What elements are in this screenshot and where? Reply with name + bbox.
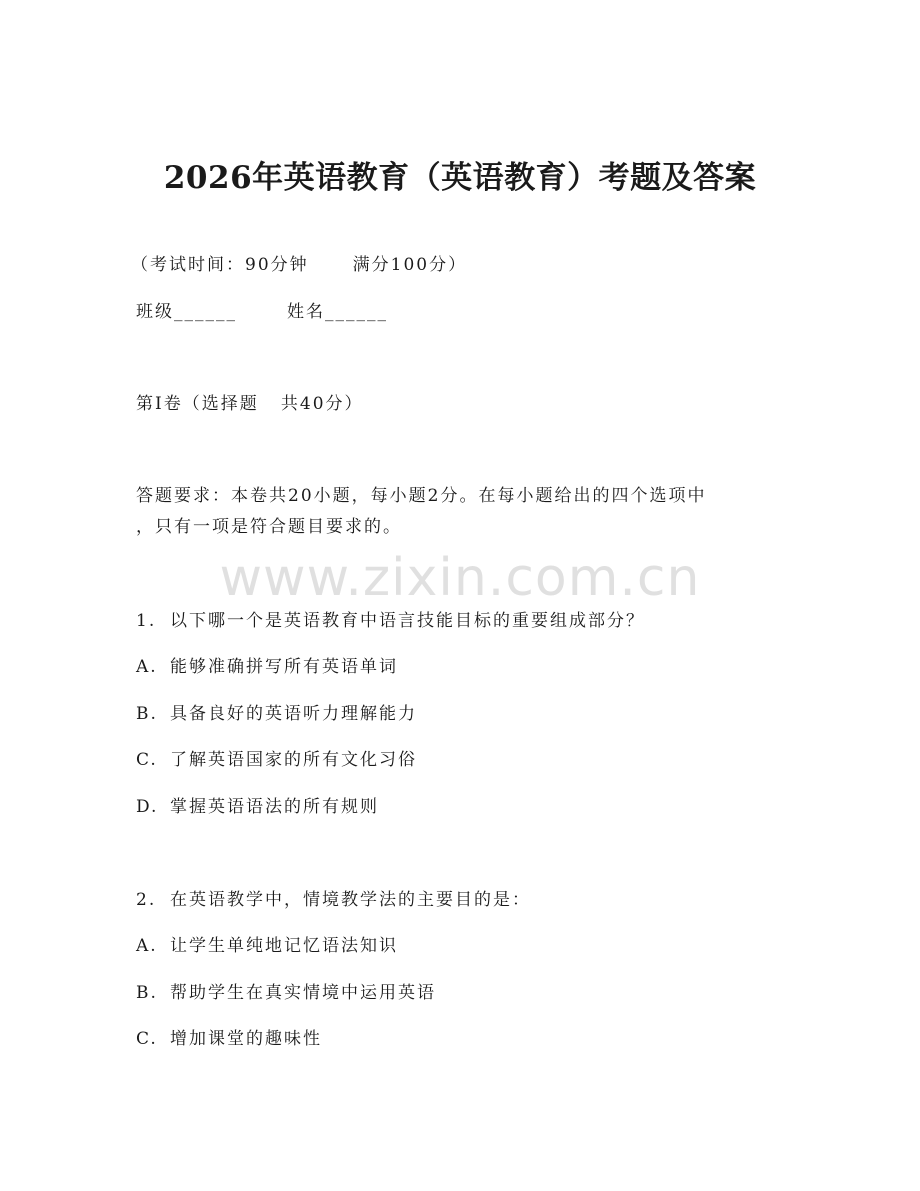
exam-time: （考试时间：90分钟 xyxy=(131,255,309,275)
question-1-option-c xyxy=(136,748,417,772)
question-text: 以下哪一个是英语教育中语言技能目标的重要组成部分？ xyxy=(170,611,645,631)
option-text: 能够准确拼写所有英语单词 xyxy=(170,657,398,677)
question-2-option-c xyxy=(136,1027,322,1051)
option-text: 具备良好的英语听力理解能力 xyxy=(170,704,417,724)
instructions-line-2: ，只有一项是符合题目要求的。 xyxy=(136,517,402,537)
option-text: 了解英语国家的所有文化习俗 xyxy=(170,750,417,770)
name-field: 姓名______ xyxy=(287,302,388,322)
student-info xyxy=(136,300,388,324)
question-2 xyxy=(136,888,531,912)
exam-info xyxy=(131,253,467,277)
question-2-option-a xyxy=(136,934,398,958)
option-label: B. xyxy=(136,704,158,724)
watermark: www.zixin.com.cn xyxy=(219,548,701,608)
question-text: 在英语教学中，情境教学法的主要目的是： xyxy=(170,890,531,910)
question-2-option-b xyxy=(136,981,436,1005)
question-number: 1. xyxy=(136,611,157,631)
class-field: 班级______ xyxy=(136,302,237,322)
exam-score: 满分100分） xyxy=(352,255,468,275)
option-label: C. xyxy=(136,1029,158,1049)
option-label: D. xyxy=(136,797,159,817)
option-text: 帮助学生在真实情境中运用英语 xyxy=(170,983,436,1003)
option-label: B. xyxy=(136,983,158,1003)
option-text: 增加课堂的趣味性 xyxy=(170,1029,322,1049)
question-1-option-b xyxy=(136,702,417,726)
document-title: 2026年英语教育（英语教育）考题及答案 xyxy=(163,160,757,196)
question-number: 2. xyxy=(136,890,157,910)
option-text: 让学生单纯地记忆语法知识 xyxy=(170,936,398,956)
section-title: 第I卷（选择题 共40分） xyxy=(136,394,364,414)
question-1-option-a xyxy=(136,655,398,679)
option-label: A. xyxy=(136,936,158,956)
option-label: C. xyxy=(136,750,158,770)
instructions-line-1: 答题要求：本卷共20小题，每小题2分。在每小题给出的四个选项中 xyxy=(136,486,707,506)
question-1 xyxy=(136,609,645,633)
question-1-option-d xyxy=(136,795,379,819)
option-text: 掌握英语语法的所有规则 xyxy=(170,797,379,817)
option-label: A. xyxy=(136,657,158,677)
